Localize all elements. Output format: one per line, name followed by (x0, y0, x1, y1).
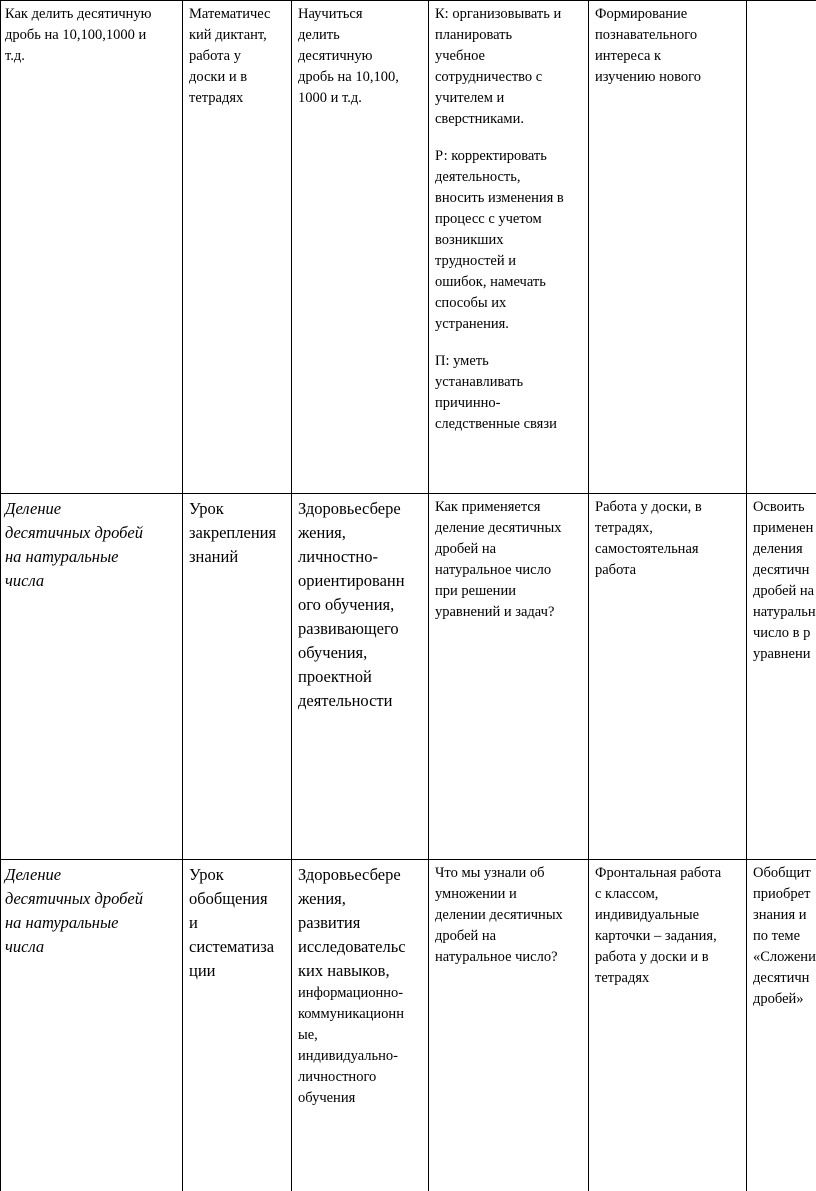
uud-communicative: К: организовывать и планировать учебное сотрудничество с учителем и сверстниками. (435, 6, 562, 127)
topic-cell: Деление десятичных дробей на натуральные числа (1, 494, 183, 860)
table-row (1, 1, 816, 494)
uud-cell: Как применяется деление десятичных дробей на натуральное число при решении уравнений и задач? (429, 494, 589, 860)
uud-regulatory: Р: корректировать деятельность, вносить изменения в процесс с учетом возникших трудностей и ошибок, намечать способы их устранения. (435, 148, 564, 332)
uud-cognitive: П: уметь устанавливать причинно- следственные связи (435, 353, 557, 432)
forms-cell: Работа у доски, в тетрадях, самостоятельная работа (589, 494, 747, 860)
lesson-type-cell: Урок обобщения и систематиза ции (183, 860, 292, 1191)
result-cell (747, 1, 816, 494)
technologies-cell: Здоровьесбере жения, развития исследовательс ких навыков, информационно- коммуникационн ые, индивидуально- личностного обучения (292, 860, 429, 1191)
topic-cell: Деление десятичных дробей на натуральные числа (1, 860, 183, 1191)
lesson-type-cell: Урок закрепления знаний (183, 494, 292, 860)
result-cell: Освоить применен деления десятичн дробей на натуральн число в р уравнени (747, 494, 816, 860)
topic-cell: Как делить десятичную дробь на 10,100,1000 и т.д. (1, 1, 183, 494)
table-row (1, 860, 816, 1191)
uud-cell (429, 1, 589, 494)
forms-cell: Формирование познавательного интереса к изучению нового (589, 1, 747, 494)
result-cell: Обобщит приобрет знания и по теме «Сложени десятичн дробей» (747, 860, 816, 1191)
lesson-type-cell: Математичес кий диктант, работа у доски и в тетрадях (183, 1, 292, 494)
technologies-cell: Здоровьесбере жения, личностно- ориентированн ого обучения, развивающего обучения, проектной деятельности (292, 494, 429, 860)
uud-cell: Что мы узнали об умножении и делении десятичных дробей на натуральное число? (429, 860, 589, 1191)
forms-cell: Фронтальная работа с классом, индивидуальные карточки – задания, работа у доски и в тетрадях (589, 860, 747, 1191)
technologies-cell: Научиться делить десятичную дробь на 10,100, 1000 и т.д. (292, 1, 429, 494)
table-row (1, 494, 816, 860)
